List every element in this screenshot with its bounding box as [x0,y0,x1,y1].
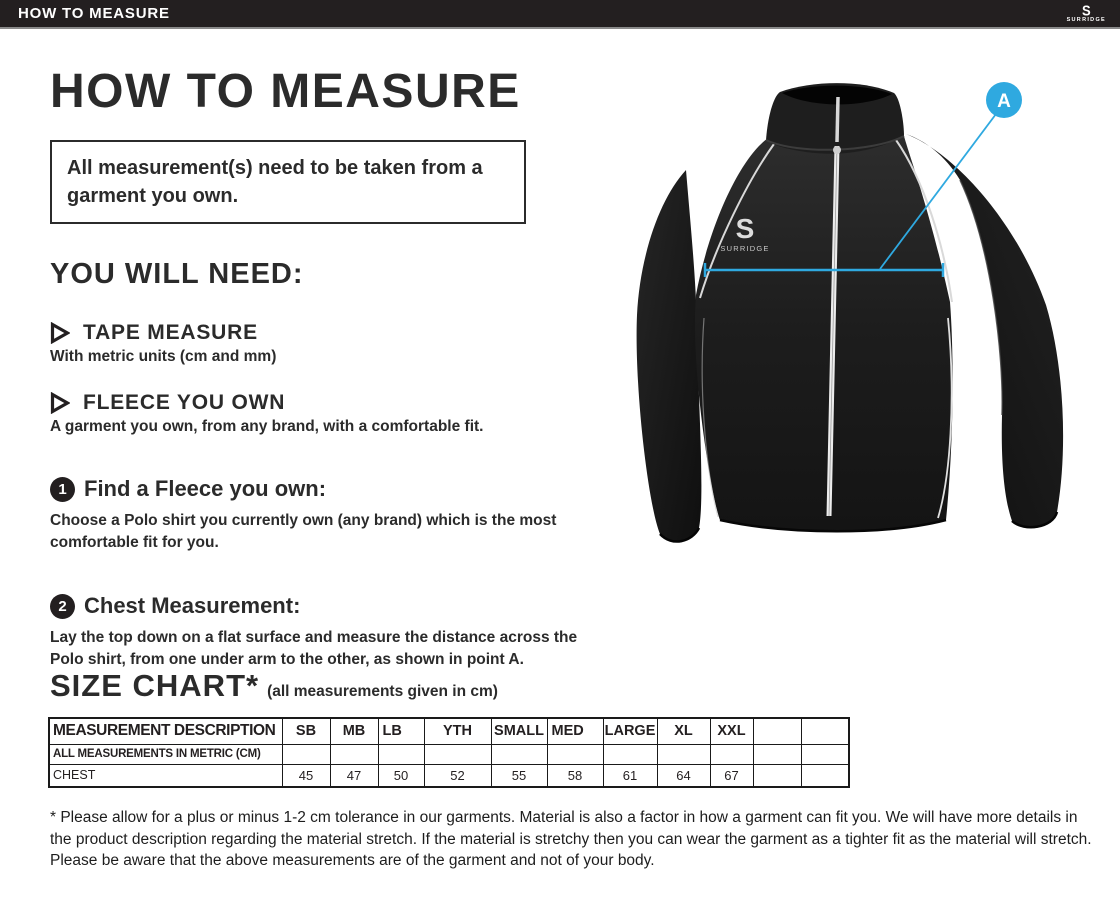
table-cell [330,744,378,764]
table-header-cell: MED [547,718,603,744]
play-triangle-icon [50,392,70,414]
table-cell [657,744,710,764]
surridge-logo [1067,4,1106,24]
point-a-label: A [997,91,1011,112]
you-will-need-heading: YOU WILL NEED: [50,258,304,290]
page-title: HOW TO MEASURE [50,65,521,118]
table-header-cell: SB [282,718,330,744]
step-number-badge: 2 [50,594,75,619]
step-description: Lay the top down on a flat surface and measure the distance across the Polo shirt, from one under arm to the other, as shown in point A. [50,629,578,668]
table-cell [603,744,657,764]
top-bar-title: HOW TO MEASURE [18,5,170,22]
table-header-cell: LARGE [603,718,657,744]
need-item-subtitle: A garment you own, from any brand, with a comfortable fit. [50,418,484,435]
table-cell [547,744,603,764]
surridge-wordmark: SURRIDGE [1066,17,1106,24]
size-chart-title: SIZE CHART* [50,668,260,703]
fleece-jacket-diagram [608,80,1098,655]
surridge-s-icon: S [1081,2,1091,20]
table-cell [801,764,849,787]
table-header-cell: LB [378,718,424,744]
top-bar [0,0,1120,29]
jacket-collar [766,83,904,154]
table-header-cell: XL [657,718,710,744]
play-triangle-icon [50,322,70,344]
table-cell: 50 [378,764,424,787]
table-cell [753,744,801,764]
need-item-fleece [50,391,483,436]
need-item-subtitle: With metric units (cm and mm) [50,348,277,365]
table-header-cell [753,718,801,744]
step-find-fleece [50,476,595,554]
step-title: Find a Fleece you own: [84,476,327,501]
table-cell [801,744,849,764]
table-header-cell: YTH [424,718,491,744]
table-row-chest [49,764,849,787]
jacket-body [695,125,953,531]
garment-brand-wordmark: SURRIDGE [720,244,770,253]
table-cell: 58 [547,764,603,787]
need-item-title: FLEECE YOU OWN [83,391,286,414]
table-header-cell [801,718,849,744]
table-cell [710,744,753,764]
table-cell [424,744,491,764]
step-title: Chest Measurement: [84,593,301,618]
need-item-tape-measure [50,321,276,366]
table-cell: 55 [491,764,547,787]
table-cell: 52 [424,764,491,787]
measurement-note-box [50,140,526,224]
table-cell: 67 [710,764,753,787]
table-row-metric-note [49,744,849,764]
table-cell: 45 [282,764,330,787]
table-cell [282,744,330,764]
step-number-badge: 1 [50,477,75,502]
table-header-cell: SMALL [491,718,547,744]
step-chest-measurement [50,593,595,671]
need-item-title: TAPE MEASURE [83,321,258,344]
table-header-cell: MB [330,718,378,744]
size-chart-table [48,717,850,788]
garment-brand-initial: S [735,213,755,244]
size-chart-units-note: (all measurements given in cm) [267,683,498,700]
table-cell: 47 [330,764,378,787]
size-chart-heading [50,668,498,704]
table-cell: 61 [603,764,657,787]
table-cell [491,744,547,764]
table-cell: CHEST [49,764,282,787]
table-header-row [49,718,849,744]
table-header-cell: XXL [710,718,753,744]
table-cell [378,744,424,764]
table-cell [753,764,801,787]
table-cell: 64 [657,764,710,787]
jacket-left-sleeve [637,170,702,542]
tolerance-footnote: * Please allow for a plus or minus 1-2 cm tolerance in our garments. Material is also a factor in how a garment can fit you. We will have more details in the product description regarding the material stretch. If the material is stretchy then you can wear the garment as a tighter fit as the material will stretch. Please be aware that the above measurements are of the garment and not of your body. [50,809,1092,870]
step-description: Choose a Polo shirt you currently own (any brand) which is the most comfortable fit for you. [50,512,557,551]
table-cell: ALL MEASUREMENTS IN METRIC (CM) [49,744,282,764]
measurement-note-text: All measurement(s) need to be taken from a garment you own. [67,157,483,207]
table-header-cell: MEASUREMENT DESCRIPTION [49,718,282,744]
